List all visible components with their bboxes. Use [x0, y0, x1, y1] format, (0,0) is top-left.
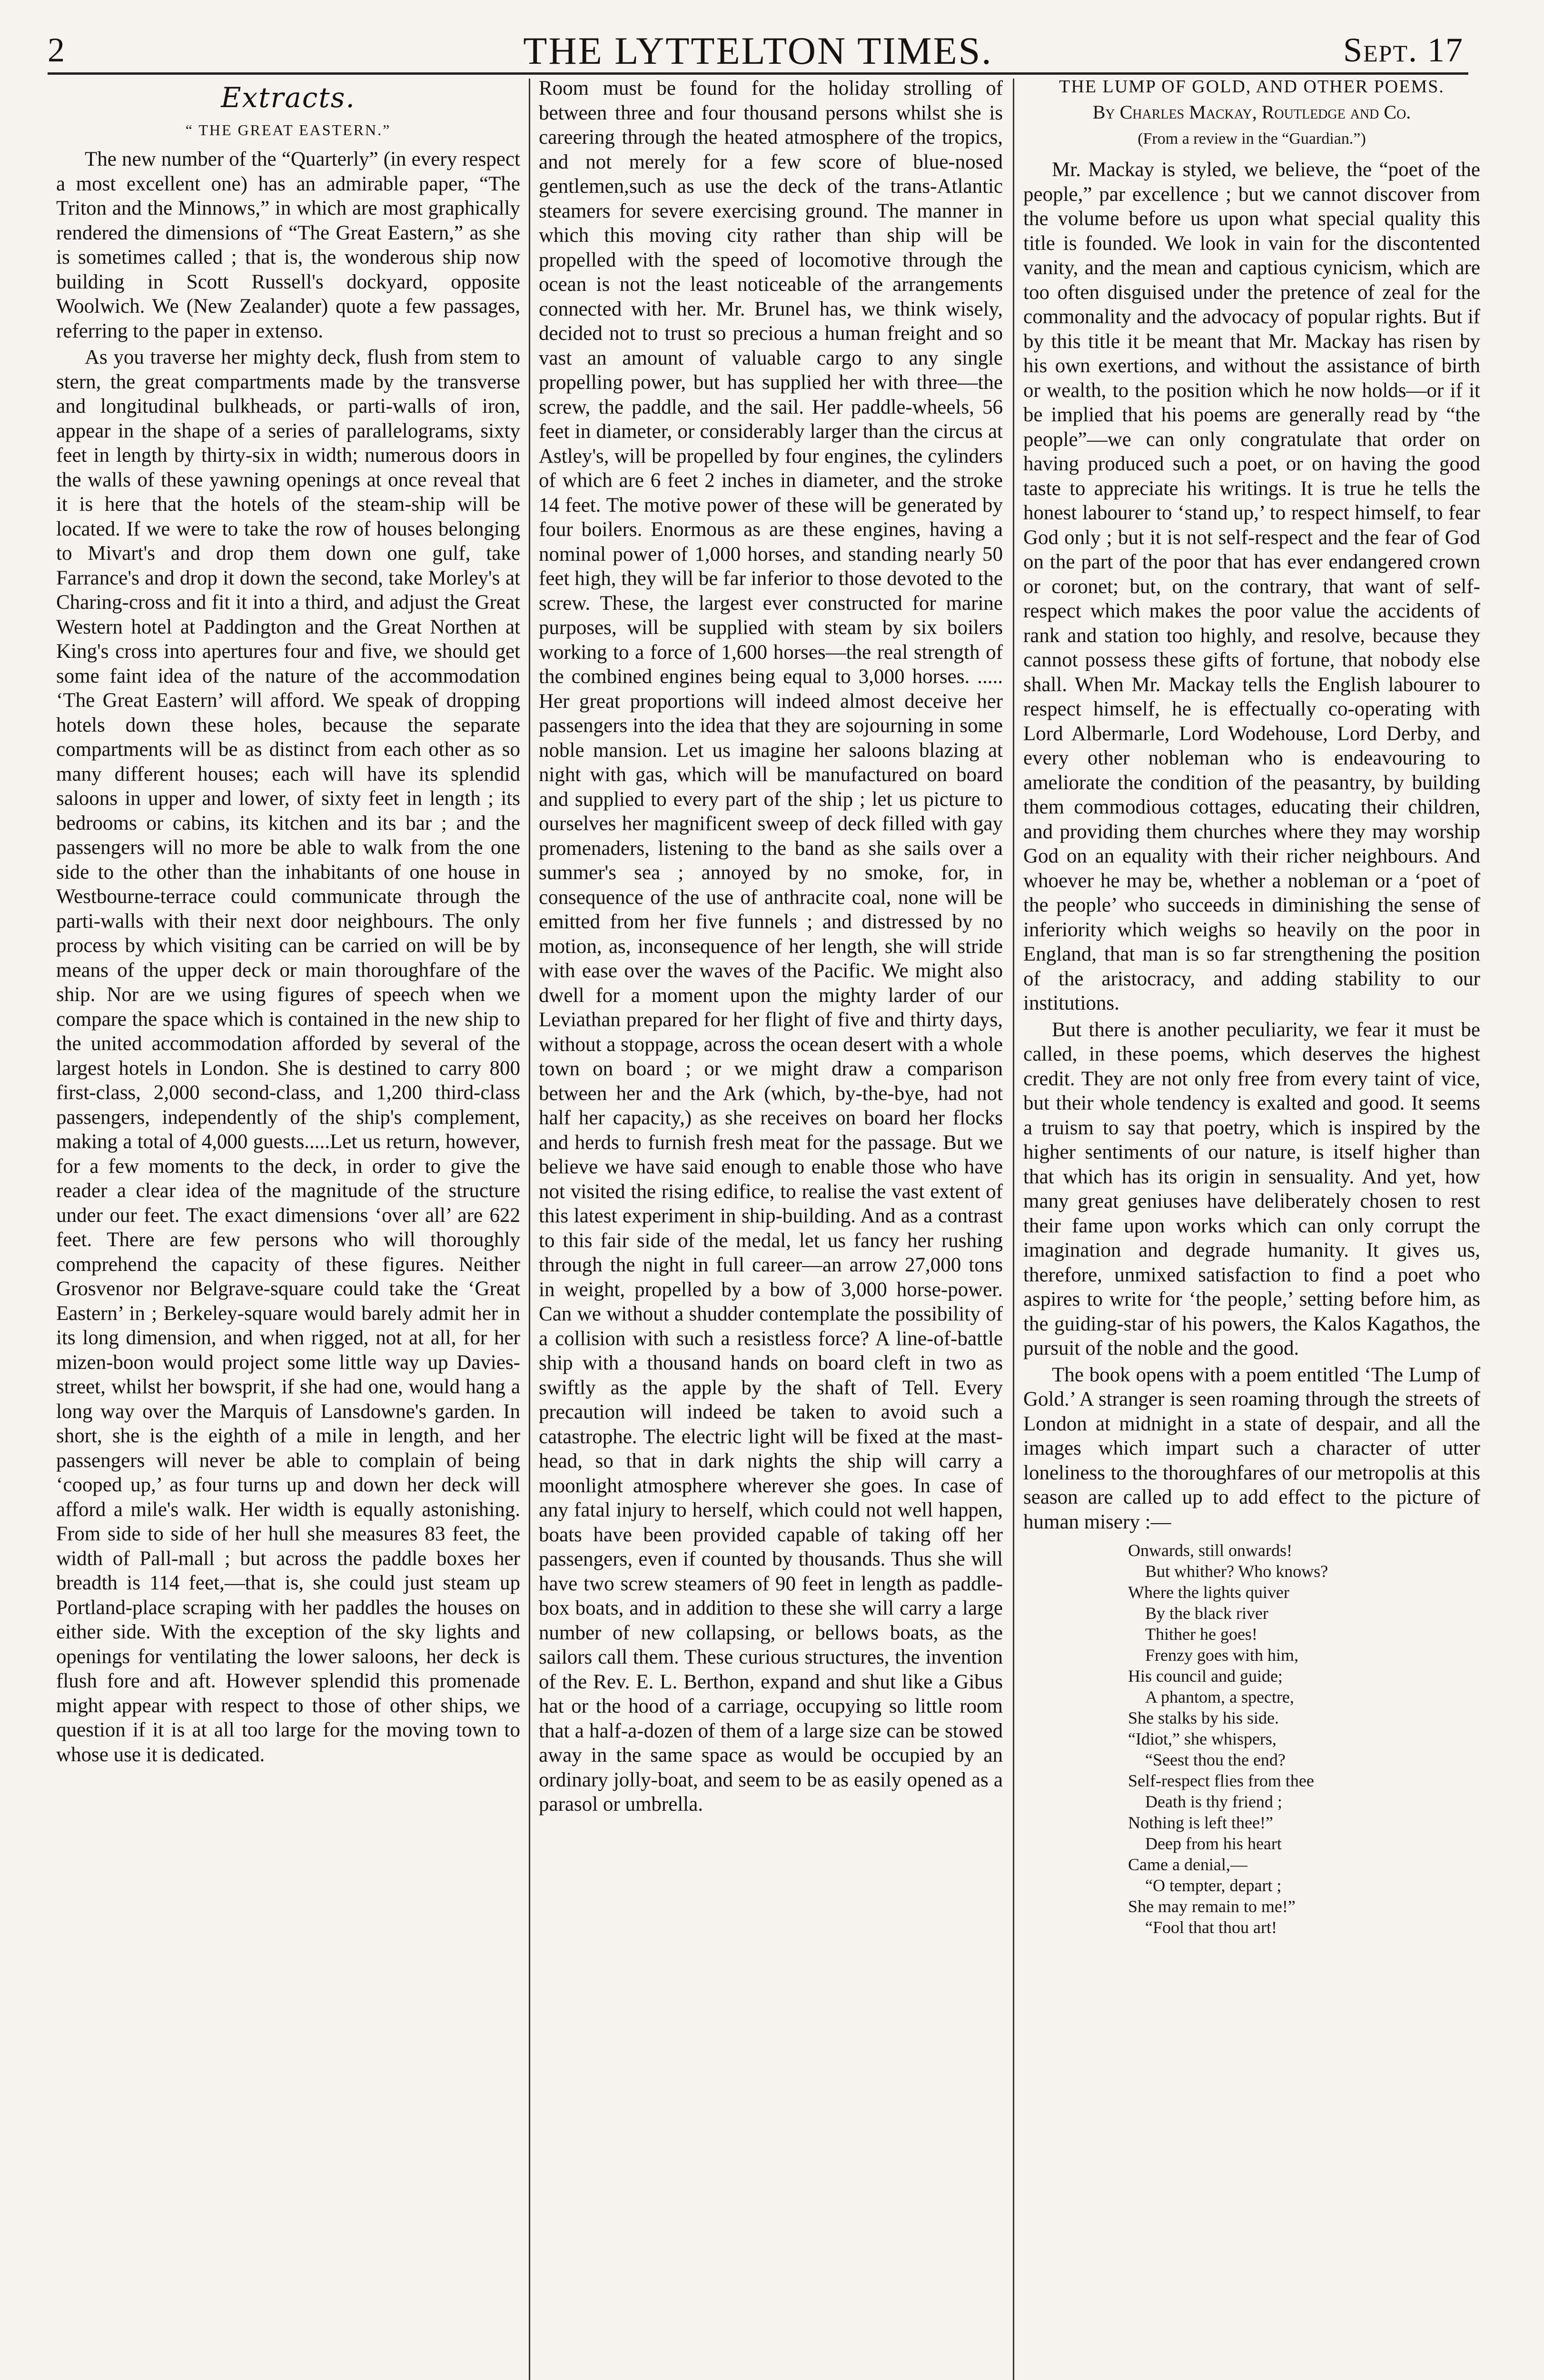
- review-byline: By Charles Mackay, Routledge and Co.: [1092, 101, 1411, 123]
- article-paragraph: Mr. Mackay is styled, we believe, the “poet of the people,” par excellence ; but we cannot discover from the volume before us upon what special quality this title is founded. We look in vain for the discontented vanity, and the mean and captious cynicism, which are too often disguised under the pretence of zeal for the commonality and the advocacy of popular rights. But if by this title it be meant that Mr. Mackay has risen by his own exertions, and without the assistance of birth or wealth, to the position which he now holds—or if it be implied that his poems are generally read by “the people”—we can only congratulate that order on having produced such a poet, or on having the good taste to appreciate his writings. It is true he tells the honest labourer to ‘stand up,’ to respect himself, to fear God only ; but it is not self-respect and the fear of God on the part of the poor that has ever endangered crown or coronet; but, on the contrary, that want of self-respect which makes the poor value the accidents of rank and station too highly, and resolve, because they cannot possess these gifts of fortune, that nobody else shall. When Mr. Mackay tells the English labourer to respect himself, he is effectually co-operating with Lord Albermarle, Lord Wodehouse, Lord Derby, and every other nobleman who is endeavouring to ameliorate the condition of the peasantry, by building them commodious cottages, educating their children, and providing them churches where they may worship God on an equality with their richer neighbours. And whoever he may be, whether a nobleman or a ‘poet of the people’ who succeeds in diminishing the sense of inferiority which weighs so heavily on the poor in England, that man is so far strengthening the position of the aristocracy, and adding stability to our institutions.: [1023, 159, 1480, 1014]
- masthead: [48, 20, 1468, 75]
- poem-line: A phantom, a spectre,: [1145, 1687, 1294, 1706]
- poem-line: By the black river: [1145, 1604, 1268, 1623]
- column-1: [56, 76, 520, 2380]
- newspaper-title: THE LYTTELTON TIMES.: [523, 29, 993, 72]
- poem-line: She stalks by his side.: [1128, 1708, 1279, 1727]
- poem-line: “Seest thou the end?: [1145, 1750, 1286, 1769]
- poem-line: Nothing is left thee!”: [1128, 1813, 1273, 1832]
- issue-date: Sept. 17: [1343, 31, 1464, 69]
- poem-line: Where the lights quiver: [1128, 1583, 1289, 1602]
- poem-line: His council and guide;: [1128, 1666, 1283, 1686]
- column-rule: [529, 79, 530, 2380]
- poem-line: “O tempter, depart ;: [1145, 1876, 1282, 1895]
- poem-line: Came a denial,—: [1128, 1855, 1247, 1874]
- column-2: [539, 76, 1003, 2380]
- column-3: [1023, 76, 1480, 2380]
- poem-line: “Idiot,” she whispers,: [1128, 1729, 1277, 1748]
- review-source: (From a review in the “Guardian.”): [1138, 129, 1366, 148]
- poem: [1128, 1540, 1480, 1938]
- poem-line: “Fool that thou art!: [1145, 1918, 1277, 1937]
- article-paragraph: The book opens with a poem entitled ‘The Lump of Gold.’ A stranger is seen roaming through the streets of London at midnight in a state of despair, and all the images which impart such a character of utter loneliness to the thoroughfares of our metropolis at this season are called up to add effect to the picture of human misery :—: [1023, 1363, 1480, 1533]
- article-paragraph: The new number of the “Quarterly” (in every respect a most excellent one) has an admirable paper, “The Triton and the Minnows,” in which are most graphically rendered the dimensions of “The Great Eastern,” as she is sometimes called ; that is, the wonderous ship now building in Scott Russell's dockyard, opposite Woolwich. We (New Zealander) quote a few passages, referring to the paper in extenso.: [56, 148, 520, 342]
- poem-line: Self-respect flies from thee: [1128, 1771, 1314, 1790]
- poem-line: Frenzy goes with him,: [1145, 1646, 1298, 1665]
- section-heading: Extracts.: [221, 81, 356, 114]
- page-number: 2: [48, 31, 65, 69]
- poem-line: Death is thy friend ;: [1145, 1792, 1282, 1811]
- article-title: “ THE GREAT EASTERN.”: [185, 121, 391, 139]
- poem-line: Thither he goes!: [1145, 1625, 1257, 1644]
- article-paragraph: Room must be found for the holiday strolling of between three and four thousand persons whilst she is careering through the heated atmosphere of the tropics, and not merely for a few score of blue-nosed gentlemen,such as use the deck of the trans-Atlantic steamers for severe exercising ground. The manner in which this moving city rather than ship will be propelled with the speed of locomotive through the ocean is not the least noticeable of the arrangements connected with her. Mr. Brunel has, we think wisely, decided not to trust so precious a human freight and so vast an amount of valuable cargo to any single propelling power, but has supplied her with three—the screw, the paddle, and the sail. Her paddle-wheels, 56 feet in diameter, or considerably larger than the circus at Astley's, will be propelled by four engines, the cylinders of which are 6 feet 2 inches in diameter, and the stroke 14 feet. The motive power of these will be generated by four boilers. Enormous as are these engines, having a nominal power of 1,000 horses, and standing nearly 50 feet high, they will be far inferior to those devoted to the screw. These, the largest ever constructed for marine purposes, will be supplied with steam by six boilers working to a force of 1,600 horses—the real strength of the combined engines being equal to 3,000 horses. ..... Her great proportions will indeed almost deceive her passengers into the idea that they are sojourning in some noble mansion. Let us imagine her saloons blazing at night with gas, which will be manufactured on board and supplied to every part of the ship ; let us picture to ourselves her magnificent sweep of deck filled with gay promenaders, listening to the band as she sails over a summer's sea ; annoyed by no smoke, for, in consequence of the use of anthracite coal, none will be emitted from her five funnels ; and distressed by no motion, as, inconsequence of her length, she will stride with ease over the waves of the Pacific. We might also dwell for a moment upon the mighty larder of our Leviathan prepared for her flight of five and thirty days, without a stoppage, across the ocean desert with a whole town on board ; or we might draw a comparison between her and the Ark (which, by-the-bye, had not half her capacity,) as she receives on board her flocks and herds to furnish fresh meat for the passage. But we believe we have said enough to enable those who have not visited the rising edifice, to realise the vast extent of this latest experiment in ship-building. And as a contrast to this fair side of the medal, let us fancy her rushing through the night in full career—an arrow 27,000 tons in weight, propelled by a bow of 3,000 horse-power. Can we without a shudder contemplate the possibility of a collision with such a resistless force? A line-of-battle ship with a thousand hands on board cleft in two as swiftly as the apple by the shaft of Tell. Every precaution will indeed be taken to avoid such a catastrophe. The electric light will be fixed at the mast-head, so that in dark nights the ship will carry a moonlight atmosphere wherever she goes. In case of any fatal injury to herself, which could not well happen, boats have been provided capable of taking off her passengers, even if counted by thousands. Thus she will have two screw steamers of 90 feet in length as paddle-box boats, and in addition to these she will carry a large number of new collapsing, or bellows boats, as the sailors call them. These curious structures, the invention of the Rev. E. L. Berthon, expand and shut like a Gibus hat or the hood of a carriage, occupying so little room that a half-a-dozen of them of a large size can be stowed away in the same space as would be occupied by an ordinary jolly-boat, and seem to be as easily opened as a parasol or umbrella.: [539, 77, 1003, 1815]
- poem-line: Deep from his heart: [1145, 1834, 1282, 1853]
- review-title: THE LUMP OF GOLD, AND OTHER POEMS.: [1059, 77, 1445, 97]
- poem-line: She may remain to me!”: [1128, 1897, 1296, 1916]
- column-rule: [1013, 79, 1014, 2380]
- poem-line: But whither? Who knows?: [1145, 1562, 1328, 1581]
- article-paragraph: As you traverse her mighty deck, flush from stem to stern, the great compartments made by the transverse and longitudinal bulkheads, or parti-walls of iron, appear in the shape of a series of parallelograms, sixty feet in length by thirty-six in width; numerous doors in the walls of these yawning openings at once reveal that it is here that the hotels of the steam-ship will be located. If we were to take the row of houses belonging to Mivart's and drop them down one gulf, take Farrance's and drop it down the second, take Morley's at Charing-cross and fit it into a third, and adjust the Great Western hotel at Paddington and the Great Northen at King's cross into apertures four and five, we should get some faint idea of the nature of the accommodation ‘The Great Eastern’ will afford. We speak of dropping hotels down these holes, because the separate compartments will be as distinct from each other as so many different houses; each will have its splendid saloons in upper and lower, of sixty feet in length ; its bedrooms or cabins, its kitchen and its bar ; and the passengers will no more be able to walk from the one side to the other than the inhabitants of one house in Westbourne-terrace could communicate through the parti-walls with their next door neighbours. The only process by which visiting can be carried on will be by means of the upper deck or main thoroughfare of the ship. Nor are we using figures of speech when we compare the space which is contained in the new ship to the united accommodation afforded by several of the largest hotels in London. She is destined to carry 800 first-class, 2,000 second-class, and 1,200 third-class passengers, independently of the ship's complement, making a total of 4,000 guests.....Let us return, however, for a few moments to the deck, in order to give the reader a clear idea of the magnitude of the structure under our feet. The exact dimensions ‘over all’ are 622 feet. There are few persons who will thoroughly comprehend the capacity of these figures. Neither Grosvenor nor Belgrave-square could take the ‘Great Eastern’ in ; Berkeley-square would barely admit her in its long dimension, and when rigged, not at all, for her mizen-boon would project some little way up Davies-street, whilst her bowsprit, if she had one, would hang a long way over the Marquis of Lansdowne's garden. In short, she is the eighth of a mile in length, and her passengers will never be able to complain of being ‘cooped up,’ as four turns up and down her deck will afford a mile's walk. Her width is equally astonishing. From side to side of her hull she measures 83 feet, the width of Pall-mall ; but across the paddle boxes her breadth is 114 feet,—that is, she could just steam up Portland-place scraping with her paddles the houses on either side. With the exception of the sky lights and openings for ventilating the lower saloons, her deck is flush fore and aft. However splendid this promenade might appear with respect to those of other ships, we question if it is at all too large for the moving town to whose use it is dedicated.: [56, 346, 520, 1766]
- poem-line: Onwards, still onwards!: [1128, 1541, 1292, 1560]
- article-paragraph: But there is another peculiarity, we fear it must be called, in these poems, which deserves the highest credit. They are not only free from every taint of vice, but their whole tendency is exalted and good. It seems a truism to say that poetry, which is inspired by the higher sentiments of our nature, is itself higher than that which has its origin in sensuality. And yet, how many great geniuses have deliberately chosen to rest their fame upon works which can only corrupt the imagination and degrade humanity. It gives us, therefore, unmixed satisfaction to find a poet who aspires to write for ‘the people,’ setting before him, as the guiding-star of his powers, the Kalos Kagathos, the pursuit of the noble and the good.: [1023, 1018, 1480, 1359]
